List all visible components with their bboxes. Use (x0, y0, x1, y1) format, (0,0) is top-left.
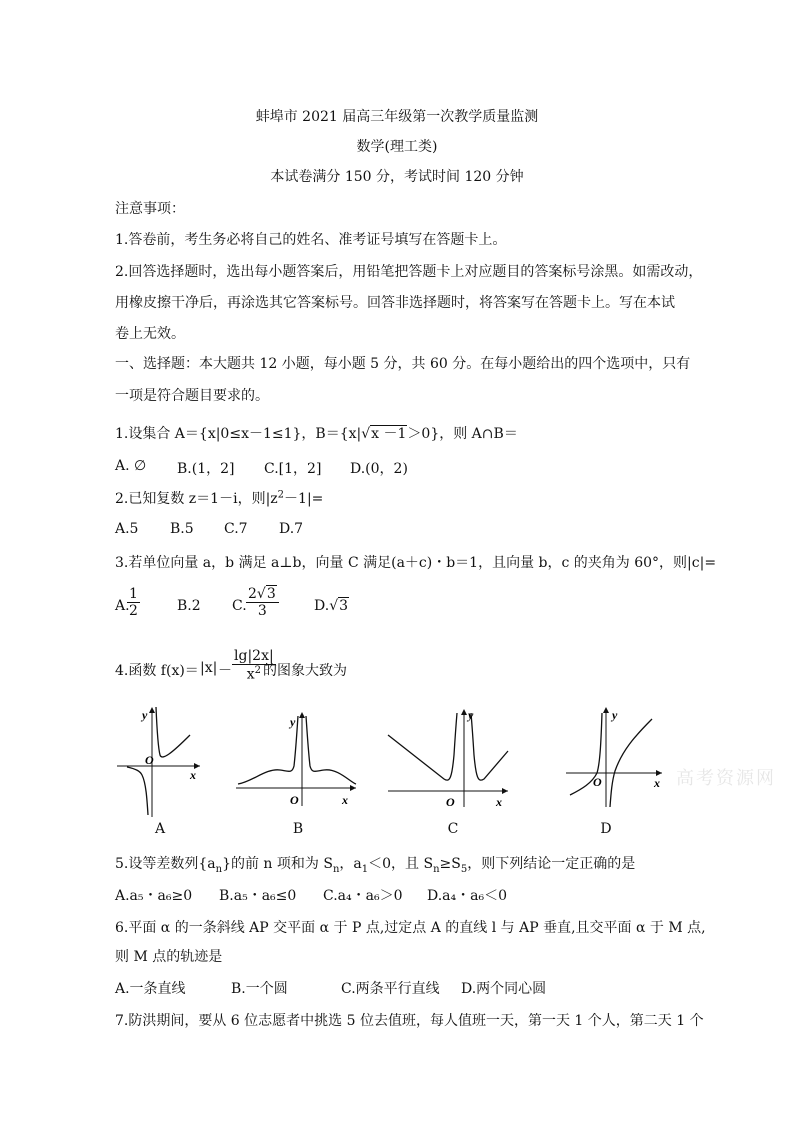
q6-option-c: C.两条平行直线 (341, 981, 440, 997)
graph-a-origin: O (145, 753, 154, 767)
q3-option-a-label: A. (115, 598, 130, 614)
graph-b (232, 708, 360, 808)
graph-caption-d: D (600, 821, 612, 837)
sqrt-symbol: √ (361, 426, 371, 442)
graph-b-x-label: x (342, 793, 348, 807)
graph-b-origin: O (290, 793, 299, 807)
q2-option-c: C.7 (224, 521, 248, 537)
graph-b-y-label: y (290, 715, 296, 729)
graph-d-x-label: x (654, 776, 660, 790)
graph-a-curve-left (127, 767, 148, 815)
q1-option-a: A. ∅ (115, 458, 147, 474)
q1-option-c: C.[1，2] (264, 461, 322, 477)
graph-c (384, 705, 512, 809)
graph-b-curve-right (306, 716, 356, 784)
watermark: 高考资源网 (676, 768, 776, 789)
q4-fraction: $\frac{\lg|2x|}{x^2}$ (234, 648, 274, 683)
notice-item-2-line-3: 卷上无效。 (115, 326, 185, 342)
q6-option-b: B.一个圆 (231, 981, 288, 997)
q6-option-d: D.两个同心圆 (461, 981, 547, 997)
graph-a-y-label: y (142, 708, 148, 722)
q3-option-b: B.2 (177, 598, 201, 614)
section-heading-line-2: 一项是符合题目要求的。 (115, 388, 269, 404)
graph-c-curve-left (388, 713, 457, 780)
q3-option-c-label: C. (232, 598, 247, 614)
exam-title: 蚌埠市 2021 届高三年级第一次教学质量监测 (255, 109, 539, 125)
question-2-stem: 2.已知复数 z＝1－i，则$|z^2-1|=$ (115, 489, 324, 507)
radicand: x －1 (371, 426, 407, 442)
question-4-stem: 4.函数 f(x)＝ |x| － $\frac{\lg|2x|}{x^2}$ 的图象大致为 (115, 648, 347, 683)
graph-caption-a: A (154, 821, 166, 837)
question-3-options (0, 586, 794, 630)
notice-item-2-line-1: 2.回答选择题时，选出每小题答案后，用铅笔把答题卡上对应题目的答案标号涂黑。如需改动， (115, 264, 703, 280)
notice-heading: 注意事项： (115, 201, 185, 217)
q2-option-d: D.7 (279, 521, 304, 537)
question-1-stem: 1.设集合 A＝{x|0≤x－1≤1}，B＝{x|√x －1＞0}，则 A∩B＝ (115, 426, 518, 442)
graph-c-x-label: x (496, 795, 502, 809)
graph-d-origin: O (593, 775, 602, 789)
graph-a-x-label: x (190, 768, 196, 782)
graph-caption-c: C (447, 821, 459, 837)
graph-d-curve-right (610, 719, 652, 807)
exam-subject: 数学(理工类) (356, 139, 438, 155)
question-7-line-1: 7.防洪期间，要从 6 位志愿者中挑选 5 位去值班，每人值班一天，第一天 1 个人，第二天 1 个 (115, 1013, 704, 1029)
graph-d (562, 703, 666, 809)
q5-option-a: A.a₅・a₆≥0 (115, 888, 193, 904)
q3-option-d: D.√3 (314, 598, 349, 614)
exam-info: 本试卷满分 150 分，考试时间 120 分钟 (270, 169, 524, 185)
q1-option-b: B.(1，2] (177, 461, 235, 477)
q5-option-d: D.a₄・a₆＜0 (427, 888, 508, 904)
notice-item-2-line-2: 用橡皮擦干净后，再涂选其它答案标号。回答非选择题时，将答案写在答题卡上。写在本试 (115, 295, 675, 311)
graph-c-origin: O (446, 795, 455, 809)
question-6-line-2: 则 M 点的轨迹是 (115, 949, 223, 965)
question-6-line-1: 6.平面 α 的一条斜线 AP 交平面 α 于 P 点,过定点 A 的直线 l 与 AP 垂直,且交平面 α 于 M 点, (115, 920, 706, 936)
q1-option-d: D.(0，2) (350, 461, 408, 477)
question-3-stem: 3.若单位向量 a，b 满足 a⊥b，向量 C 满足(a＋c)・b＝1，且向量 b，c 的夹角为 60°，则|c|= (115, 555, 717, 571)
q3-option-a-fraction: $\frac{1}{2}$ (129, 586, 138, 620)
graph-b-curve-left (238, 716, 298, 784)
q3-option-c-fraction: $\frac{2√3}{3}$ (246, 586, 279, 619)
q6-option-a: A.一条直线 (115, 981, 186, 997)
q2-option-b: B.5 (170, 521, 194, 537)
graph-a-curve-right (156, 707, 190, 757)
q5-option-c: C.a₄・a₆＞0 (323, 888, 403, 904)
graph-a (112, 703, 202, 821)
q5-option-b: B.a₅・a₆≤0 (219, 888, 297, 904)
graph-c-curve-right (471, 713, 508, 780)
section-heading-line-1: 一、选择题：本大题共 12 小题，每小题 5 分，共 60 分。在每小题给出的四个选项中，只有 (115, 356, 691, 372)
q2-option-a: A.5 (115, 521, 139, 537)
graph-d-y-label: y (612, 708, 618, 722)
graph-c-y-label: y (468, 708, 474, 722)
notice-item-1: 1.答卷前，考生务必将自己的姓名、准考证号填写在答题卡上。 (115, 232, 507, 248)
graph-caption-b: B (292, 821, 304, 837)
question-5-stem: 5.设等差数列$\{a_n\}$的前 n 项和为 $S_n$，$a_1<0$，且 $S_n\ge S_5$，则下列结论一定正确的是 (115, 856, 636, 875)
